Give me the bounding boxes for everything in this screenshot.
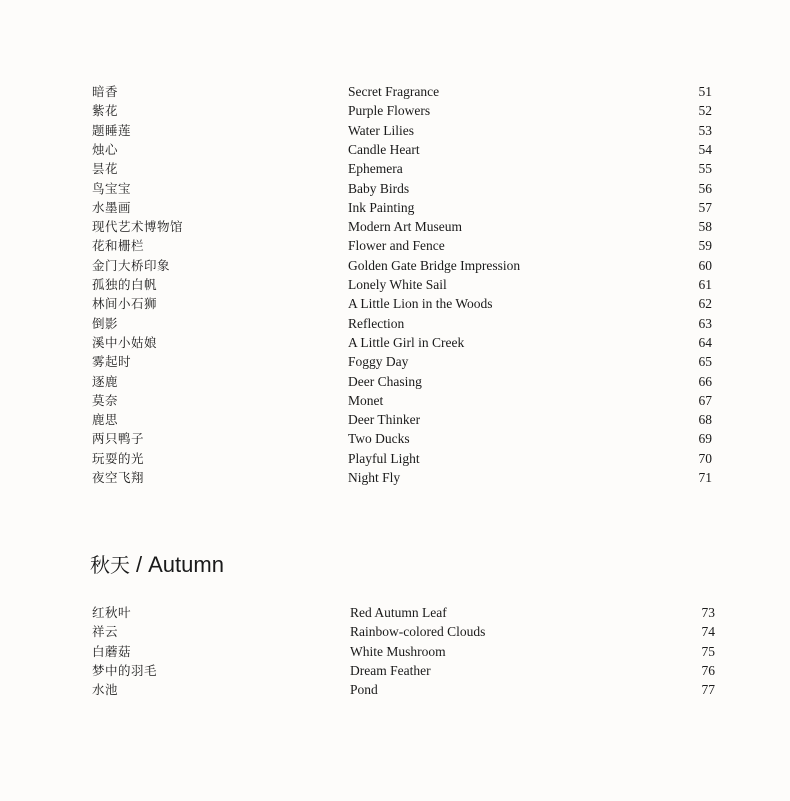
toc-entry bbox=[0, 642, 790, 661]
entry-title-en: Lonely White Sail bbox=[348, 277, 447, 292]
entry-title-zh: 两只鸭子 bbox=[92, 431, 145, 447]
entry-title-en: Deer Chasing bbox=[348, 373, 422, 389]
entry-title-en: Deer Thinker bbox=[348, 412, 421, 428]
entry-title-en: Night Fly bbox=[348, 470, 401, 485]
entry-title-en: Rainbow-colored Clouds bbox=[350, 624, 486, 640]
entry-title-en: Golden Gate Bridge Impression bbox=[348, 257, 521, 273]
entry-title-en: Ink Painting bbox=[348, 199, 415, 215]
entry-page-number: 59 bbox=[698, 238, 712, 254]
entry-title-en: Dream Feather bbox=[350, 662, 431, 678]
toc-entry bbox=[0, 314, 790, 333]
entry-page-number: 61 bbox=[698, 277, 712, 292]
entry-title-zh: 红秋叶 bbox=[92, 605, 132, 620]
entry-title-zh: 祥云 bbox=[92, 624, 119, 640]
entry-page-number: 74 bbox=[701, 624, 715, 640]
entry-title-zh: 金门大桥印象 bbox=[92, 257, 171, 273]
entry-title-zh: 玩耍的光 bbox=[92, 450, 145, 466]
entry-title-zh: 烛心 bbox=[92, 141, 119, 157]
entry-title-en: A Little Lion in the Woods bbox=[348, 296, 493, 312]
toc-entry bbox=[0, 101, 790, 120]
entry-title-zh: 莫奈 bbox=[92, 392, 119, 408]
entry-page-number: 63 bbox=[698, 315, 712, 331]
entry-title-en: Flower and Fence bbox=[348, 238, 445, 254]
entry-title-en: Playful Light bbox=[348, 450, 420, 466]
entry-title-zh: 林间小石狮 bbox=[92, 296, 158, 312]
entry-page-number: 68 bbox=[698, 412, 712, 428]
entry-title-zh: 水墨画 bbox=[92, 199, 132, 215]
toc-entry bbox=[0, 82, 790, 101]
toc-entry bbox=[0, 256, 790, 275]
entry-title-en: A Little Girl in Creek bbox=[348, 334, 465, 350]
entry-page-number: 67 bbox=[698, 392, 712, 408]
entry-title-zh: 水池 bbox=[92, 682, 119, 698]
entry-page-number: 55 bbox=[698, 161, 712, 177]
toc-entry bbox=[0, 429, 790, 448]
entry-title-zh: 孤独的白帆 bbox=[92, 277, 158, 292]
section-heading-zh: 秋天 bbox=[90, 553, 130, 577]
toc-entry bbox=[0, 140, 790, 159]
toc-entry bbox=[0, 391, 790, 410]
entry-page-number: 54 bbox=[698, 141, 712, 157]
entry-title-en: Monet bbox=[348, 392, 384, 408]
entry-page-number: 57 bbox=[698, 199, 712, 215]
toc-entry bbox=[0, 294, 790, 313]
entry-title-zh: 溪中小姑娘 bbox=[92, 334, 158, 350]
entry-title-zh: 题睡莲 bbox=[92, 122, 132, 138]
toc-entry bbox=[0, 410, 790, 429]
entry-title-zh: 雾起时 bbox=[92, 354, 132, 370]
entry-title-en: Water Lilies bbox=[348, 122, 415, 138]
entry-title-zh: 紫花 bbox=[92, 103, 119, 119]
entry-title-zh: 白蘑菇 bbox=[92, 643, 132, 659]
entry-title-en: Ephemera bbox=[348, 161, 403, 177]
entry-title-zh: 倒影 bbox=[92, 315, 119, 331]
toc-entry bbox=[0, 333, 790, 352]
entry-page-number: 75 bbox=[701, 643, 715, 659]
entry-page-number: 58 bbox=[698, 219, 712, 235]
entry-page-number: 60 bbox=[698, 257, 712, 273]
entry-page-number: 56 bbox=[698, 180, 712, 196]
entry-title-zh: 夜空飞翔 bbox=[92, 470, 145, 485]
toc-entry bbox=[0, 121, 790, 140]
toc-entry bbox=[0, 661, 790, 680]
toc-entry bbox=[0, 159, 790, 178]
entry-title-en: Two Ducks bbox=[348, 431, 410, 447]
entry-page-number: 69 bbox=[698, 431, 712, 447]
entry-title-en: Red Autumn Leaf bbox=[350, 605, 447, 620]
entry-title-en: Pond bbox=[350, 682, 378, 698]
entry-title-en: Reflection bbox=[348, 315, 405, 331]
toc-entry bbox=[0, 468, 790, 487]
toc-entry bbox=[0, 198, 790, 217]
entry-title-en: Secret Fragrance bbox=[348, 84, 440, 99]
entry-title-en: Candle Heart bbox=[348, 141, 420, 157]
toc-entry bbox=[0, 603, 790, 622]
entry-page-number: 73 bbox=[701, 605, 715, 620]
section-heading-en: Autumn bbox=[148, 552, 224, 577]
entry-title-zh: 鹿思 bbox=[92, 412, 119, 428]
toc-entry bbox=[0, 680, 790, 699]
entry-page-number: 71 bbox=[698, 470, 712, 485]
entry-title-en: Foggy Day bbox=[348, 354, 409, 370]
entry-title-zh: 花和栅栏 bbox=[92, 238, 145, 254]
entry-page-number: 70 bbox=[698, 450, 712, 466]
toc-entry bbox=[0, 275, 790, 294]
toc-entry bbox=[0, 217, 790, 236]
entry-title-zh: 梦中的羽毛 bbox=[92, 662, 158, 678]
entry-title-zh: 逐鹿 bbox=[92, 373, 119, 389]
entry-page-number: 77 bbox=[701, 682, 715, 698]
section-heading-autumn bbox=[90, 550, 224, 580]
entry-title-zh: 现代艺术博物馆 bbox=[92, 219, 184, 235]
entry-page-number: 64 bbox=[698, 334, 712, 350]
entry-title-zh: 鸟宝宝 bbox=[92, 180, 132, 196]
toc-entry bbox=[0, 236, 790, 255]
entry-page-number: 52 bbox=[698, 103, 712, 119]
entry-title-en: Purple Flowers bbox=[348, 103, 431, 119]
entry-page-number: 62 bbox=[698, 296, 712, 312]
toc-entry bbox=[0, 352, 790, 371]
entry-page-number: 76 bbox=[701, 662, 715, 678]
section-heading-separator: / bbox=[136, 552, 143, 577]
entry-title-en: Modern Art Museum bbox=[348, 219, 462, 235]
entry-page-number: 66 bbox=[698, 373, 712, 389]
entry-page-number: 53 bbox=[698, 122, 712, 138]
toc-entry bbox=[0, 179, 790, 198]
entry-page-number: 65 bbox=[698, 354, 712, 370]
entry-title-zh: 暗香 bbox=[92, 84, 119, 99]
entry-page-number: 51 bbox=[698, 84, 712, 99]
entry-title-en: Baby Birds bbox=[348, 180, 410, 196]
entry-title-en: White Mushroom bbox=[350, 643, 446, 659]
toc-entry bbox=[0, 622, 790, 641]
toc-entry bbox=[0, 372, 790, 391]
toc-entry bbox=[0, 449, 790, 468]
entry-title-zh: 昙花 bbox=[92, 161, 119, 177]
